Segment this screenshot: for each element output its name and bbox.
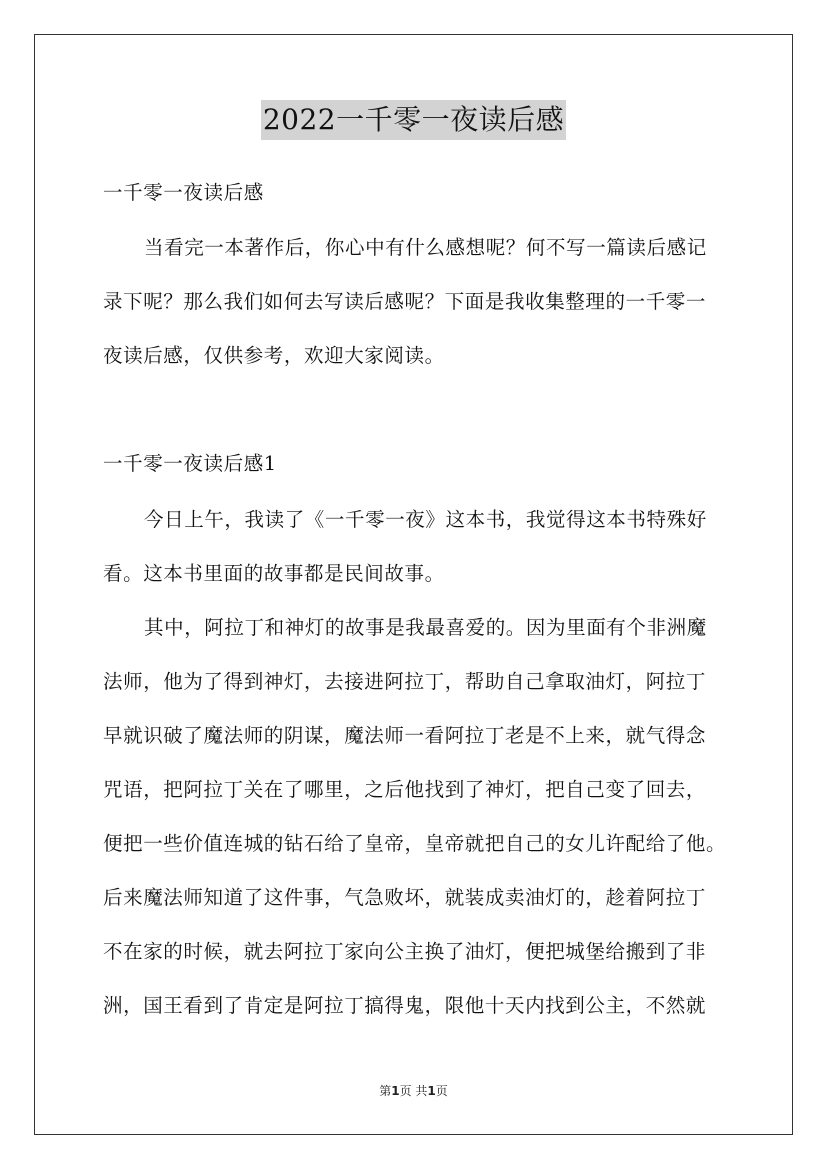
paragraph-line: 今日上午，我读了《一千零一夜》这本书，我觉得这本书特殊好 [144,508,707,531]
paragraph-line: 后来魔法师知道了这件事，气急败坏，就装成卖油灯的，趁着阿拉丁 [103,886,707,909]
paragraph-line: 不在家的时候，就去阿拉丁家向公主换了油灯，便把城堡给搬到了非 [103,940,707,963]
paragraph-line: 看。这本书里面的故事都是民间故事。 [103,562,445,585]
subtitle: 一千零一夜读后感 [103,181,264,204]
intro-line: 录下呢？那么我们如何去写读后感呢？下面是我收集整理的一千零一 [103,290,707,313]
footer-total-pages: 1 [427,1084,436,1098]
paragraph-line: 咒语，把阿拉丁关在了哪里，之后他找到了神灯，把自己变了回去， [103,778,707,801]
document-title: 2022一千零一夜读后感 [261,100,566,140]
footer-page-number: 1 [391,1084,400,1098]
intro-line: 当看完一本著作后，你心中有什么感想呢？何不写一篇读后感记 [144,236,707,259]
footer-mid: 页 共 [399,1084,428,1098]
paragraph-line: 洲，国王看到了肯定是阿拉丁搞得鬼，限他十天内找到公主，不然就 [103,994,707,1017]
title-area [0,100,827,140]
section-heading: 一千零一夜读后感1 [103,452,277,475]
paragraph-line: 法师，他为了得到神灯，去接进阿拉丁，帮助自己拿取油灯，阿拉丁 [103,670,707,693]
paragraph-line: 早就识破了魔法师的阴谋，魔法师一看阿拉丁老是不上来，就气得念 [103,724,707,747]
intro-line: 夜读后感，仅供参考，欢迎大家阅读。 [103,344,445,367]
footer-prefix: 第 [379,1084,392,1098]
paragraph-line: 便把一些价值连城的钻石给了皇帝，皇帝就把自己的女儿许配给了他。 [103,832,727,855]
footer-suffix: 页 [435,1084,448,1098]
page-footer [0,1082,827,1099]
paragraph-line: 其中，阿拉丁和神灯的故事是我最喜爱的。因为里面有个非洲魔 [144,616,707,639]
